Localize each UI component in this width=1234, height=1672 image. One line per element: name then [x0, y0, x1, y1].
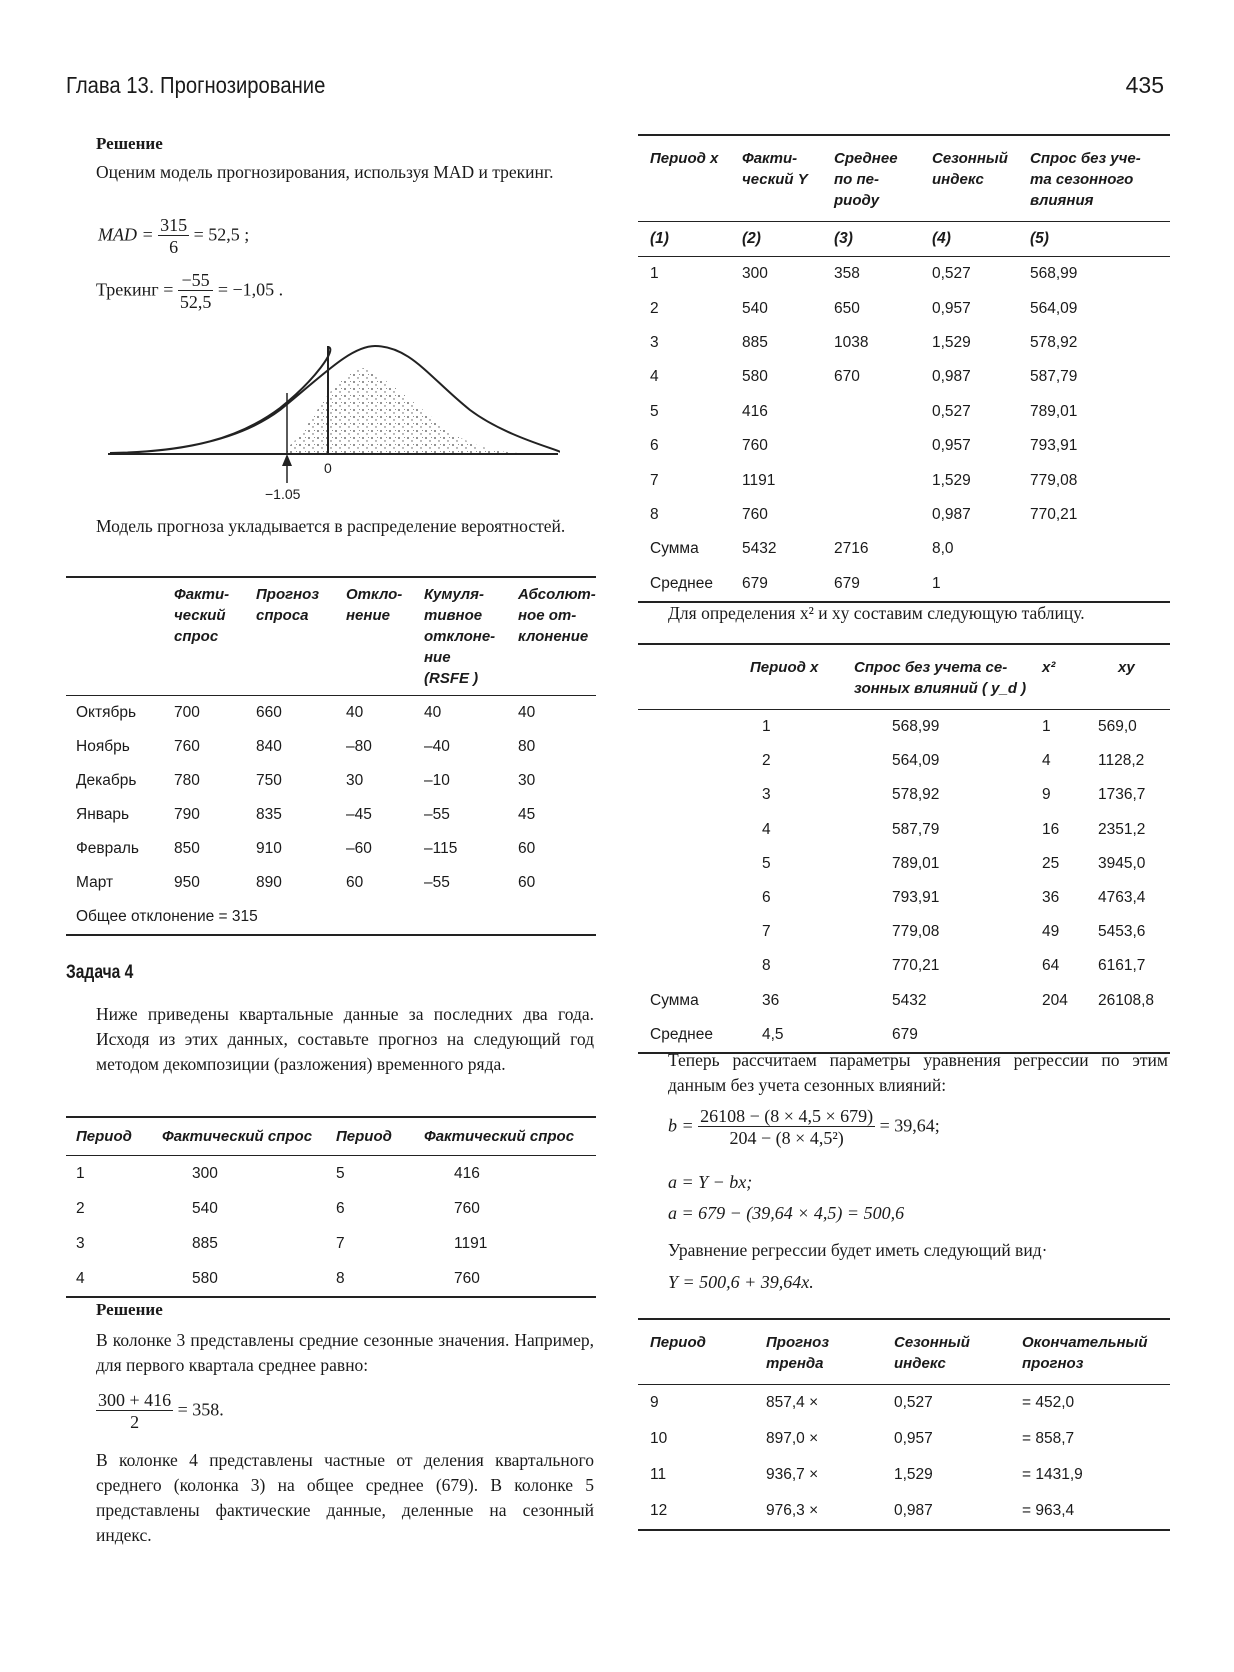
table-cell [638, 744, 750, 778]
table-row [638, 710, 1170, 745]
table-cell: –45 [346, 806, 372, 823]
table-cell: 1,529 [932, 333, 971, 351]
average-formula [96, 1390, 224, 1433]
table-cell [638, 881, 750, 915]
table-cell: 8 [336, 1269, 345, 1287]
table-cell: 1038 [834, 333, 869, 351]
mad-result: = 52,5 ; [193, 224, 250, 245]
table-cell: 897,0 × [766, 1430, 819, 1447]
table-cell: 857,4 × [766, 1394, 819, 1411]
table-cell [638, 847, 750, 881]
table-cell: 30 [346, 772, 364, 789]
table-cell: 5432 [892, 991, 927, 1009]
col-number: (3) [834, 230, 853, 247]
table-cell [638, 710, 750, 745]
table-cell: 760 [742, 437, 768, 455]
table-cell: 4 [1042, 752, 1051, 770]
table-cell: 0,957 [932, 437, 971, 455]
b-numerator: 26108 − (8 × 4,5 × 679) [700, 1106, 874, 1126]
running-head: Глава 13. Прогнозирование [66, 72, 326, 98]
table-cell [834, 498, 932, 532]
table-cell: 578,92 [1030, 333, 1078, 351]
table-cell: –40 [424, 738, 450, 755]
table-cell: 12 [650, 1502, 668, 1519]
table-cell: 540 [742, 299, 768, 317]
table-cell: 10 [650, 1430, 668, 1447]
col-header: Период [76, 1128, 132, 1145]
table-cell: 416 [742, 402, 768, 420]
table-cell: 976,3 × [766, 1502, 819, 1519]
table-cell: 16 [1042, 820, 1060, 838]
col-number: (1) [650, 230, 669, 247]
table-cell: 780 [174, 772, 200, 789]
table-cell: 568,99 [892, 718, 940, 736]
shaded-area [287, 368, 520, 453]
table-cell: –115 [424, 840, 458, 857]
total-row [66, 900, 596, 935]
table-cell: 6 [650, 437, 659, 455]
table-cell: 45 [518, 806, 536, 823]
table-cell: 40 [346, 704, 364, 721]
zero-label: 0 [324, 460, 332, 476]
table-cell: 580 [742, 368, 768, 386]
total-cell: Общее отклонение = 315 [76, 908, 258, 925]
table-cell: Декабрь [76, 772, 137, 789]
table-cell: 2 [762, 752, 771, 770]
table-cell: 0,987 [894, 1502, 933, 1519]
table-cell: 569,0 [1098, 718, 1137, 736]
table-row [638, 463, 1170, 497]
table-header-row [66, 1117, 596, 1156]
table-cell [834, 395, 932, 429]
table-row [66, 1261, 596, 1297]
solution-heading: Решение [96, 134, 163, 153]
table-cell: 568,99 [1030, 265, 1078, 283]
table-cell: 40 [424, 704, 442, 721]
a-formula: a = Y − bx; [668, 1172, 753, 1192]
table-cell: 2716 [834, 540, 869, 558]
table-cell: 6 [762, 889, 771, 907]
task-text: Ниже приведены квартальные данные за последних два года. Исходя из этих данных, составьте прогноз на следующий год методом декомпозиции (разложения) временного ряда. [96, 1004, 594, 1074]
col-header: Прогноз тренда [766, 1334, 829, 1372]
table-row [638, 949, 1170, 983]
table-cell: 30 [518, 772, 536, 789]
table-cell: 1,529 [932, 471, 971, 489]
table-cell: 580 [192, 1269, 218, 1287]
table-cell: 8 [650, 505, 659, 523]
col-header: Период x [750, 659, 819, 676]
table-cell: 300 [742, 265, 768, 283]
table-cell: 3 [762, 786, 771, 804]
table-header-row [638, 644, 1170, 710]
solution-intro: Оценим модель прогнозирования, используя MAD и трекинг. [96, 162, 554, 182]
table-row [66, 798, 596, 832]
table-cell: 578,92 [892, 786, 940, 804]
table-cell [638, 949, 750, 983]
regression-equation: Y = 500,6 + 39,64x. [668, 1272, 814, 1292]
tracking-result: = −1,05 . [217, 279, 284, 300]
table-row [638, 1421, 1170, 1457]
col-header: x² [1042, 659, 1056, 676]
table-cell: 36 [762, 991, 780, 1009]
table-cell: 650 [834, 299, 860, 317]
table-cell: 789,01 [892, 854, 940, 872]
table-cell: Сумма [650, 991, 699, 1009]
table-cell: 5453,6 [1098, 923, 1146, 941]
mad-label: MAD = [98, 224, 154, 245]
col-header [66, 577, 174, 696]
table-cell [638, 778, 750, 812]
table-cell: 1191 [742, 471, 776, 489]
b-formula: b = $\frac{26108 - (8 \times 4,5 \times 679)}{\text{204 − (8 × 4,5²)}}$ = 39,64; [668, 1106, 940, 1148]
table-row [638, 847, 1170, 881]
table-cell: 760 [174, 738, 200, 755]
table-cell: 564,09 [892, 752, 940, 770]
table-cell: Среднее [650, 1025, 713, 1043]
col-header: Кумуля- тивное отклоне- ние (RSFE ) [424, 586, 496, 687]
table-cell: 1 [76, 1164, 85, 1182]
table-row [638, 984, 1170, 1018]
table-cell: 5432 [742, 540, 777, 558]
tracking-formula [96, 270, 283, 313]
table-cell: –55 [424, 874, 450, 891]
table-cell: 1 [762, 718, 771, 736]
figure-caption: Модель прогноза укладывается в распределение вероятностей. [96, 516, 566, 536]
table-cell: 25 [1042, 854, 1060, 872]
normal-distribution-figure [100, 338, 560, 508]
table-cell: Среднее [650, 574, 713, 592]
col-header: Прогноз спроса [256, 586, 319, 624]
table-cell: 760 [454, 1199, 480, 1217]
table-cell: 4763,4 [1098, 889, 1146, 907]
table-cell: –80 [346, 738, 372, 755]
table-cell: 760 [454, 1269, 480, 1287]
table-cell: 80 [518, 738, 536, 755]
table-cell: 793,91 [892, 889, 940, 907]
col-header: Среднее по пе- риоду [834, 150, 898, 209]
quarterly-data-table [66, 1116, 596, 1298]
table-cell: 660 [256, 704, 282, 721]
table-cell: 850 [174, 840, 200, 857]
table-cell: Февраль [76, 840, 139, 857]
table-row [638, 1493, 1170, 1530]
table-cell: 3945,0 [1098, 854, 1146, 872]
average-denominator: 2 [130, 1412, 140, 1432]
table-cell: 679 [742, 574, 768, 592]
col-header: Спрос без уче- та сезонного влияния [1030, 150, 1141, 209]
table-cell: Март [76, 874, 114, 891]
table-cell: 835 [256, 806, 282, 823]
regression-intro: Теперь рассчитаем параметры уравнения регрессии по этим данным без учета сезонных влияний: [668, 1050, 1168, 1095]
col-number: (4) [932, 230, 951, 247]
solution-paragraph-2: В колонке 4 представлены частные от деления квартального среднего (колонка 3) на общее среднее (679). В колонке 5 представлены фактические данные, деленные на сезонный индекс. [96, 1450, 594, 1545]
col-header: Абсолют- ное от- клонение [518, 586, 596, 645]
table-row [638, 257, 1170, 292]
table-cell: 8,0 [932, 540, 954, 558]
table-cell: –55 [424, 806, 450, 823]
col-header: Сезонный индекс [932, 150, 1008, 188]
mad-numerator: 315 [160, 215, 188, 235]
table-cell: Январь [76, 806, 130, 823]
col-header [638, 644, 750, 710]
table-cell: 1191 [454, 1234, 488, 1252]
table-cell: 564,09 [1030, 299, 1078, 317]
table-cell: 60 [518, 840, 536, 857]
col-header: Период [336, 1128, 392, 1145]
table-cell: 36 [1042, 889, 1060, 907]
tracking-arrow-head [282, 454, 292, 466]
table-cell: 2351,2 [1098, 820, 1146, 838]
table-cell: 6161,7 [1098, 957, 1146, 975]
table-cell: 60 [518, 874, 536, 891]
table-row [66, 1156, 596, 1192]
table-cell: Октябрь [76, 704, 137, 721]
col-number: (5) [1030, 230, 1049, 247]
table-cell: 670 [834, 368, 860, 386]
tracking-value-label: −1.05 [265, 486, 301, 502]
table-row [66, 1226, 596, 1261]
table-cell: 64 [1042, 957, 1060, 975]
table-row [638, 360, 1170, 394]
col-header: Период [650, 1334, 706, 1351]
table-cell: 7 [650, 471, 659, 489]
average-result: = 358. [177, 1399, 224, 1420]
table-row [638, 1385, 1170, 1422]
tracking-denominator: 52,5 [179, 292, 212, 312]
table-cell: 1736,7 [1098, 786, 1146, 804]
solution-paragraph-1: В колонке 3 представлены средние сезонные значения. Например, для первого квартала среднее равно: [96, 1330, 594, 1375]
equation-intro: Уравнение регрессии будет иметь следующий вид· [668, 1240, 1048, 1260]
table-cell: 2 [76, 1199, 85, 1217]
table-row [66, 1191, 596, 1226]
table-cell: 7 [762, 923, 771, 941]
table-cell: Сумма [650, 540, 699, 558]
col-header: Факти- ческий спрос [174, 586, 230, 645]
table-header-row [66, 577, 596, 696]
table-row [638, 567, 1170, 602]
table-cell: 679 [892, 1025, 918, 1043]
table-cell: 9 [1042, 786, 1051, 804]
solution-heading-2: Решение [96, 1300, 163, 1319]
table-cell: = 858,7 [1022, 1430, 1075, 1447]
table-cell: 0,527 [932, 265, 971, 283]
table-row [66, 866, 596, 900]
table-cell: 40 [518, 704, 536, 721]
tracking-label: Трекинг = [96, 279, 174, 300]
x2-xy-intro: Для определения x² и xy составим следующую таблицу. [668, 603, 1085, 623]
column-number-row [638, 222, 1170, 257]
table-cell [638, 915, 750, 949]
table-cell: –10 [424, 772, 450, 789]
table-cell: 26108,8 [1098, 991, 1155, 1009]
table-cell: 840 [256, 738, 282, 755]
table-cell: 0,527 [932, 402, 971, 420]
table-cell: 5 [336, 1164, 345, 1182]
table-cell: 789,01 [1030, 402, 1078, 420]
table-cell: 885 [192, 1234, 218, 1252]
table-cell [834, 429, 932, 463]
table-cell: 0,957 [932, 299, 971, 317]
table-cell: 1 [650, 265, 659, 283]
table-row [66, 730, 596, 764]
table-cell [638, 813, 750, 847]
table-cell: 750 [256, 772, 282, 789]
table-row [638, 395, 1170, 429]
table-row [66, 832, 596, 866]
table-cell: 890 [256, 874, 282, 891]
table-cell: 790 [174, 806, 200, 823]
table-cell: 760 [742, 505, 768, 523]
table-cell: 5 [650, 402, 659, 420]
b-denominator: 204 − (8 × 4,5²) [729, 1128, 844, 1148]
table-cell: 587,79 [892, 820, 940, 838]
table-cell: 2 [650, 299, 659, 317]
table-row [638, 326, 1170, 360]
table-cell: 7 [336, 1234, 345, 1252]
table-cell: 4 [650, 368, 659, 386]
table-row [638, 778, 1170, 812]
b-result: = 39,64; [879, 1115, 940, 1136]
table-row [66, 764, 596, 798]
table-cell [1030, 532, 1170, 566]
table-cell: Ноябрь [76, 738, 130, 755]
col-header: Период x [650, 150, 719, 167]
page-number: 435 [1125, 72, 1164, 98]
col-header: xy [1118, 659, 1135, 676]
table-cell: 885 [742, 333, 768, 351]
table-cell: = 1431,9 [1022, 1466, 1083, 1483]
table-cell: 358 [834, 265, 860, 283]
table-cell: 770,21 [892, 957, 940, 975]
table-cell: 0,957 [894, 1430, 933, 1447]
table-cell: 1 [1042, 718, 1051, 736]
table-cell: 6 [336, 1199, 345, 1217]
table-cell: 4 [76, 1269, 85, 1287]
table-cell: 416 [454, 1164, 480, 1182]
table-cell: 0,987 [932, 368, 971, 386]
table-cell: 910 [256, 840, 282, 857]
table-cell: 1,529 [894, 1466, 933, 1483]
mad-formula [98, 215, 249, 258]
table-row [638, 813, 1170, 847]
table-cell: 300 [192, 1164, 218, 1182]
table-cell: 950 [174, 874, 200, 891]
table-cell: 587,79 [1030, 368, 1078, 386]
table-cell: 204 [1042, 991, 1068, 1009]
tracking-numerator: −55 [178, 270, 214, 291]
table-header-row [638, 135, 1170, 222]
table-row [638, 532, 1170, 566]
table-row [638, 744, 1170, 778]
forecast-table [638, 1318, 1170, 1531]
col-number: (2) [742, 230, 761, 247]
table-row [638, 429, 1170, 463]
table-cell: 936,7 × [766, 1466, 819, 1483]
table-row [638, 915, 1170, 949]
col-header: Факти- ческий Y [742, 150, 808, 188]
table-cell [834, 463, 932, 497]
table-cell: 11 [650, 1466, 667, 1483]
col-header: Сезонный индекс [894, 1334, 970, 1372]
table-cell: 3 [76, 1234, 85, 1252]
table-cell: 49 [1042, 923, 1060, 941]
table-cell: 779,08 [1030, 471, 1078, 489]
deviation-table [66, 576, 596, 936]
table-cell: = 963,4 [1022, 1502, 1075, 1519]
table-row [638, 1457, 1170, 1493]
table-cell: 8 [762, 957, 771, 975]
table-cell: 700 [174, 704, 200, 721]
table-cell: 9 [650, 1394, 659, 1411]
table-cell: 770,21 [1030, 505, 1078, 523]
table-cell: 5 [762, 854, 771, 872]
table-cell: 679 [834, 574, 860, 592]
table-row [66, 696, 596, 731]
table-cell: 4 [762, 820, 771, 838]
table-cell: 1 [932, 574, 941, 592]
table-cell: 0,527 [894, 1394, 933, 1411]
table-header-row [638, 1319, 1170, 1385]
table-cell: = 452,0 [1022, 1394, 1075, 1411]
table-cell: 1128,2 [1098, 752, 1145, 770]
col-header: Спрос без учета се- зонных влияний ( y_d ) [854, 659, 1027, 697]
col-header: Откло- нение [346, 586, 403, 624]
table-cell: –60 [346, 840, 372, 857]
table-cell: 540 [192, 1199, 218, 1217]
table-cell: 3 [650, 333, 659, 351]
table-row [638, 498, 1170, 532]
table-cell: 4,5 [762, 1025, 784, 1043]
table-cell: 60 [346, 874, 364, 891]
table-cell [1030, 567, 1170, 602]
table-row [638, 291, 1170, 325]
a-calculation: a = 679 − (39,64 × 4,5) = 500,6 [668, 1203, 905, 1223]
col-header: Фактический спрос [162, 1128, 313, 1145]
seasonal-index-table [638, 134, 1170, 603]
table-cell: 779,08 [892, 923, 940, 941]
table-row [638, 881, 1170, 915]
col-header: Фактический спрос [424, 1128, 575, 1145]
task-title: Задача 4 [66, 962, 134, 983]
average-numerator: 300 + 416 [98, 1390, 172, 1410]
table-cell: 793,91 [1030, 437, 1078, 455]
mad-denominator: 6 [169, 237, 179, 257]
regression-data-table [638, 643, 1170, 1054]
table-cell: 0,987 [932, 505, 971, 523]
col-header: Окончательный прогноз [1022, 1334, 1148, 1372]
